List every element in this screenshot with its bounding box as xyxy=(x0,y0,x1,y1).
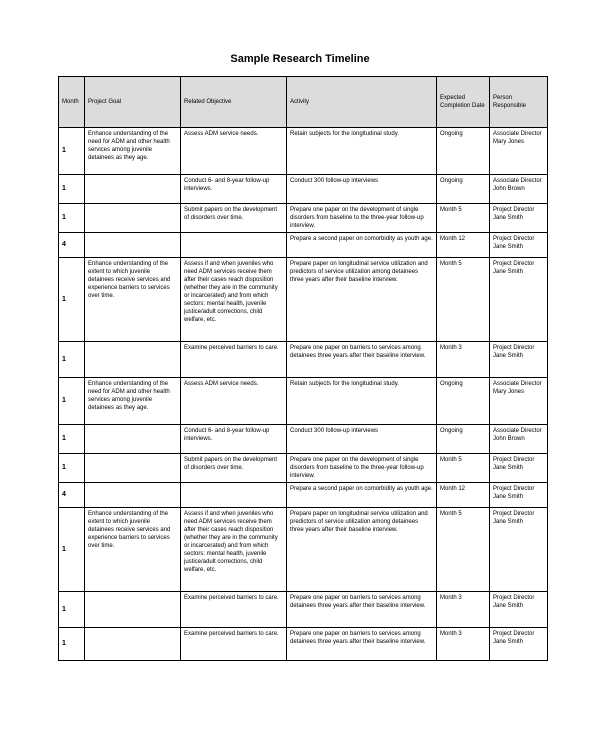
row-related-objective xyxy=(181,483,287,508)
row-month: 1 xyxy=(59,342,85,378)
row-person-responsible: Project Director Jane Smith xyxy=(490,592,548,628)
row-person-responsible: Associate Director Mary Jones xyxy=(490,128,548,175)
row-project-goal: Enhance understanding of the extent to which juvenile detainees receive services and experience barriers to services over time. xyxy=(85,508,181,592)
row-related-objective: Conduct 6- and 8-year follow-up interviews. xyxy=(181,175,287,204)
row-person-responsible: Project Director Jane Smith xyxy=(490,233,548,258)
row-project-goal xyxy=(85,342,181,378)
row-activity: Retain subjects for the longitudinal study. xyxy=(287,378,437,425)
row-completion-date: Ongoing xyxy=(437,378,490,425)
row-person-responsible: Project Director Jane Smith xyxy=(490,508,548,592)
row-activity: Retain subjects for the longitudinal study. xyxy=(287,128,437,175)
row-activity: Prepare paper on longitudinal service utilization and predictors of service utilization among detainees three years after their baseline interview. xyxy=(287,508,437,592)
table-row xyxy=(59,425,548,454)
header-person-responsible: Person Responsible xyxy=(490,77,548,128)
row-activity: Prepare one paper on barriers to services among detainees three years after their baseline interview. xyxy=(287,342,437,378)
row-related-objective: Assess if and when juveniles who need ADM services receive them after their cases reach disposition (whether they are in the community or incarcerated) and from which sectors: mental health, juvenile justice/adult corrections, child welfare, etc. xyxy=(181,258,287,342)
row-person-responsible: Associate Director Mary Jones xyxy=(490,378,548,425)
table-row xyxy=(59,628,548,661)
row-related-objective: Submit papers on the development of disorders over time. xyxy=(181,454,287,483)
row-related-objective xyxy=(181,233,287,258)
row-completion-date: Month 5 xyxy=(437,508,490,592)
row-completion-date: Month 12 xyxy=(437,233,490,258)
row-month: 1 xyxy=(59,508,85,592)
row-project-goal xyxy=(85,592,181,628)
header-project-goal: Project Goal xyxy=(85,77,181,128)
row-month: 1 xyxy=(59,258,85,342)
row-project-goal: Enhance understanding of the need for ADM and other health services among juvenile detainees as they age. xyxy=(85,128,181,175)
row-project-goal xyxy=(85,483,181,508)
row-completion-date: Ongoing xyxy=(437,128,490,175)
row-related-objective: Examine perceived barriers to care. xyxy=(181,592,287,628)
row-month: 1 xyxy=(59,128,85,175)
row-person-responsible: Project Director Jane Smith xyxy=(490,258,548,342)
row-related-objective: Examine perceived barriers to care. xyxy=(181,342,287,378)
row-project-goal xyxy=(85,628,181,661)
row-month: 1 xyxy=(59,175,85,204)
row-activity: Prepare one paper on barriers to services among detainees three years after their baseline interview. xyxy=(287,592,437,628)
row-activity: Prepare one paper on the development of single disorders from baseline to the three-year follow-up interview. xyxy=(287,454,437,483)
row-month: 1 xyxy=(59,204,85,233)
row-month: 1 xyxy=(59,425,85,454)
table-row xyxy=(59,204,548,233)
row-related-objective: Assess ADM service needs. xyxy=(181,128,287,175)
table-row xyxy=(59,175,548,204)
table-row xyxy=(59,592,548,628)
row-completion-date: Month 3 xyxy=(437,342,490,378)
timeline-table xyxy=(58,76,548,661)
row-person-responsible: Project Director Jane Smith xyxy=(490,342,548,378)
header-row xyxy=(59,77,548,128)
table-row xyxy=(59,454,548,483)
row-completion-date: Ongoing xyxy=(437,425,490,454)
row-person-responsible: Associate Director John Brown xyxy=(490,425,548,454)
header-month: Month xyxy=(59,77,85,128)
row-person-responsible: Project Director Jane Smith xyxy=(490,204,548,233)
row-month: 4 xyxy=(59,483,85,508)
table-body xyxy=(59,128,548,661)
row-activity: Conduct 300 follow-up interviews xyxy=(287,425,437,454)
table-row xyxy=(59,483,548,508)
row-activity: Prepare one paper on barriers to services among detainees three years after their baseline interview. xyxy=(287,628,437,661)
row-person-responsible: Project Director Jane Smith xyxy=(490,483,548,508)
row-project-goal xyxy=(85,454,181,483)
page-title: Sample Research Timeline xyxy=(230,53,370,65)
row-project-goal xyxy=(85,233,181,258)
row-completion-date: Month 5 xyxy=(437,454,490,483)
row-person-responsible: Project Director Jane Smith xyxy=(490,454,548,483)
row-related-objective: Assess if and when juveniles who need ADM services receive them after their cases reach disposition (whether they are in the community or incarcerated) and from which sectors: mental health, juvenile justice/adult corrections, child welfare, etc. xyxy=(181,508,287,592)
row-project-goal xyxy=(85,425,181,454)
row-completion-date: Month 3 xyxy=(437,592,490,628)
row-month: 1 xyxy=(59,378,85,425)
row-related-objective: Examine perceived barriers to care. xyxy=(181,628,287,661)
row-project-goal: Enhance understanding of the extent to which juvenile detainees receive services and experience barriers to services over time. xyxy=(85,258,181,342)
table-row xyxy=(59,342,548,378)
row-completion-date: Month 5 xyxy=(437,204,490,233)
row-related-objective: Submit papers on the development of disorders over time. xyxy=(181,204,287,233)
table-row xyxy=(59,128,548,175)
row-activity: Conduct 300 follow-up interviews xyxy=(287,175,437,204)
table-row xyxy=(59,508,548,592)
header-related-objective: Related Objective xyxy=(181,77,287,128)
row-month: 1 xyxy=(59,628,85,661)
row-related-objective: Assess ADM service needs. xyxy=(181,378,287,425)
row-activity: Prepare a second paper on comorbidity as youth age. xyxy=(287,233,437,258)
table-row xyxy=(59,233,548,258)
row-activity: Prepare one paper on the development of single disorders from baseline to the three-year follow-up interview. xyxy=(287,204,437,233)
header-completion-date: Expected Completion Date xyxy=(437,77,490,128)
table-row xyxy=(59,258,548,342)
row-person-responsible: Project Director Jane Smith xyxy=(490,628,548,661)
row-completion-date: Ongoing xyxy=(437,175,490,204)
row-activity: Prepare a second paper on comorbidity as youth age. xyxy=(287,483,437,508)
row-related-objective: Conduct 6- and 8-year follow-up interviews. xyxy=(181,425,287,454)
row-completion-date: Month 5 xyxy=(437,258,490,342)
row-completion-date: Month 3 xyxy=(437,628,490,661)
header-activity: Activity xyxy=(287,77,437,128)
table-row xyxy=(59,378,548,425)
row-completion-date: Month 12 xyxy=(437,483,490,508)
row-project-goal: Enhance understanding of the need for ADM and other health services among juvenile detainees as they age. xyxy=(85,378,181,425)
row-project-goal xyxy=(85,175,181,204)
row-month: 1 xyxy=(59,592,85,628)
row-month: 1 xyxy=(59,454,85,483)
row-month: 4 xyxy=(59,233,85,258)
row-person-responsible: Associate Director John Brown xyxy=(490,175,548,204)
row-activity: Prepare paper on longitudinal service utilization and predictors of service utilization among detainees three years after their baseline interview. xyxy=(287,258,437,342)
row-project-goal xyxy=(85,204,181,233)
